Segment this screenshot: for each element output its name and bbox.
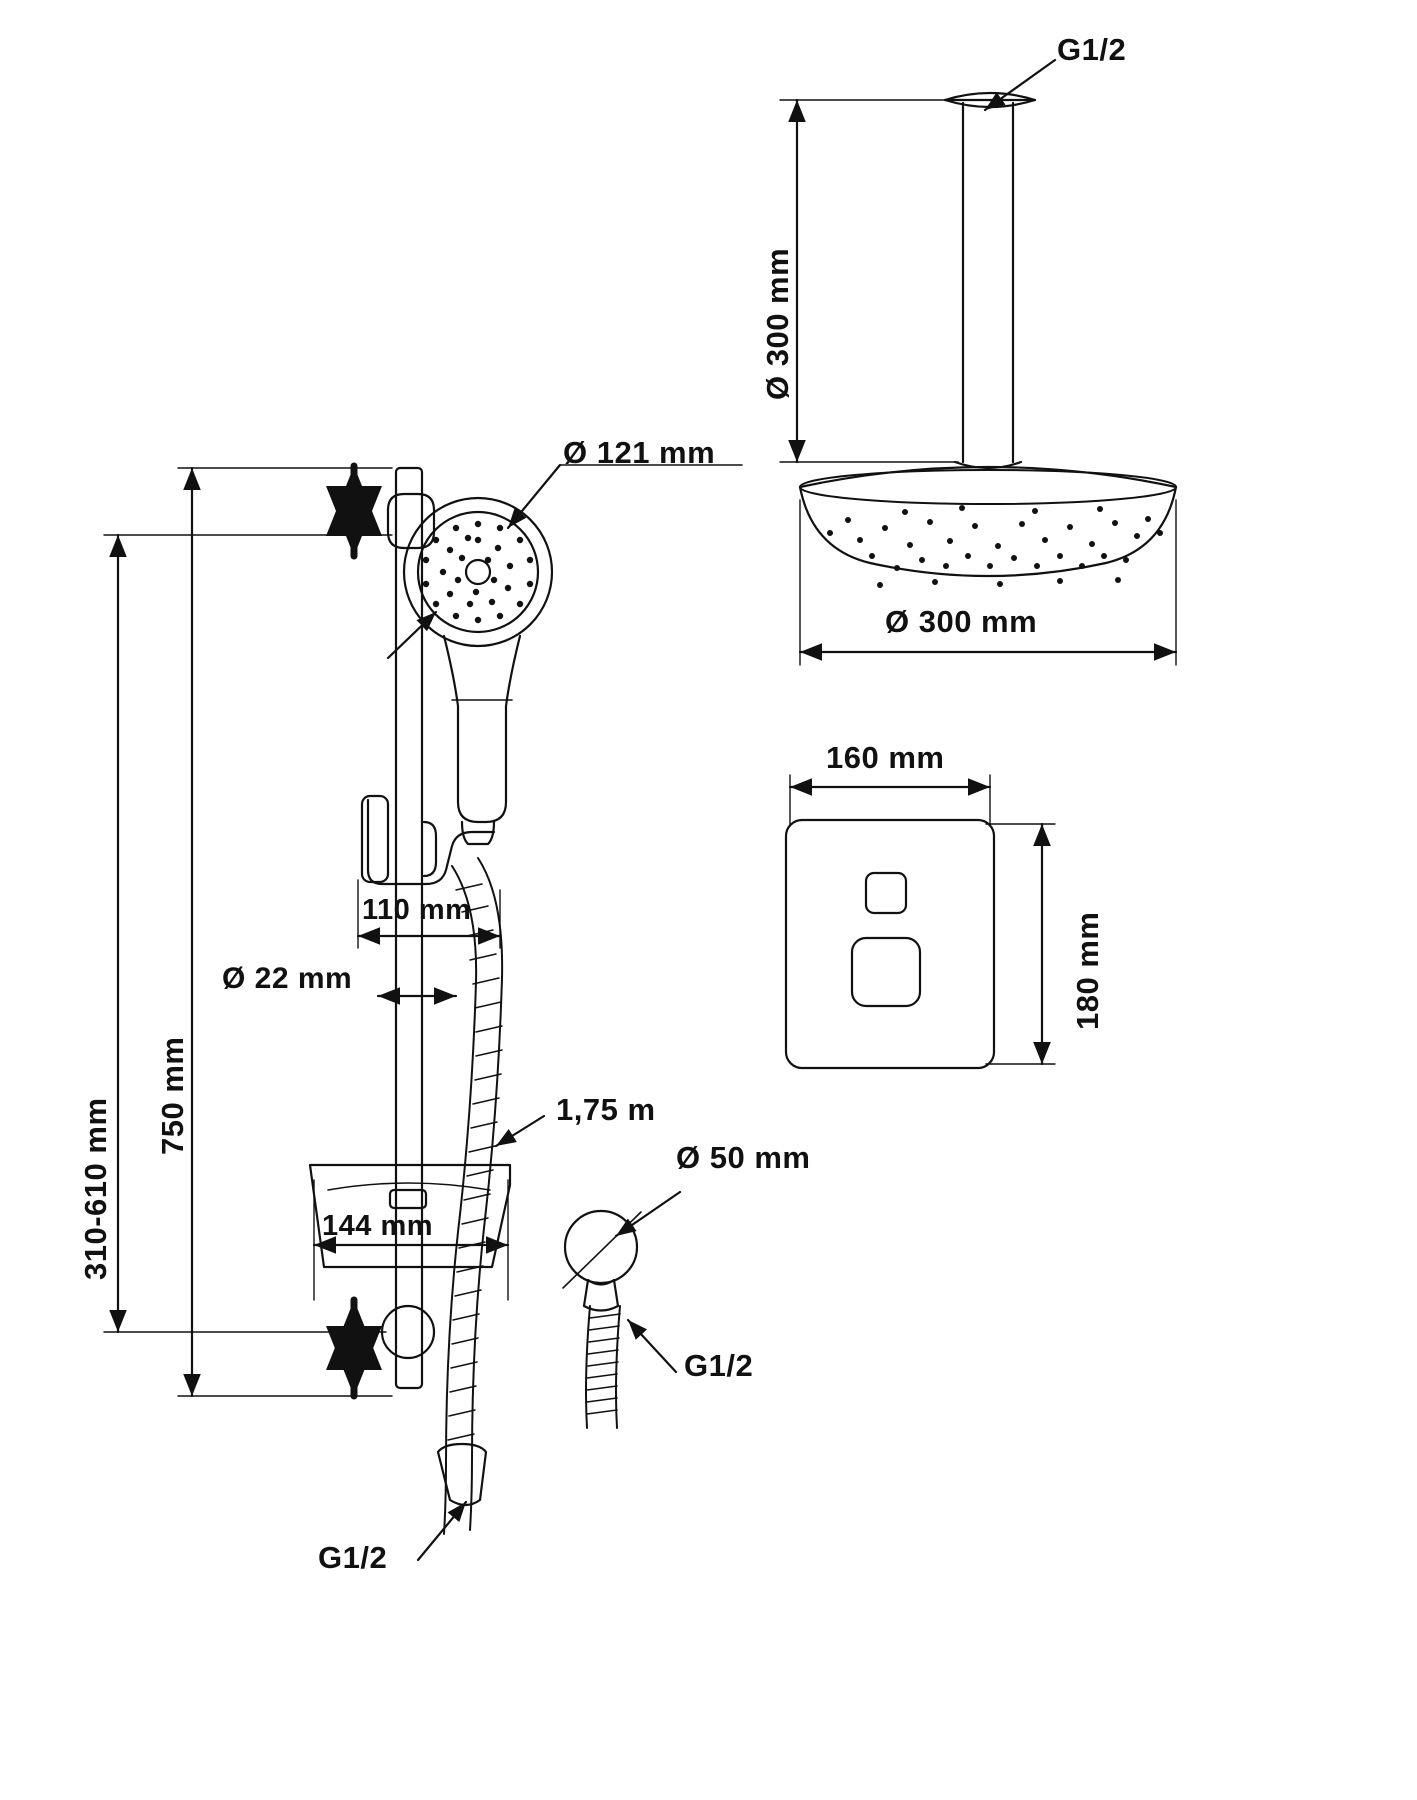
- label-bar-tube-diameter: Ø 22 mm: [222, 962, 353, 995]
- wall-outlet-view: [563, 1192, 680, 1428]
- label-panel-width: 160 mm: [826, 740, 945, 775]
- label-soap-shelf-width: 144 mm: [322, 1210, 434, 1242]
- label-bar-travel-total: 310-610 mm: [78, 1097, 113, 1280]
- label-rain-head-diameter: Ø 300 mm: [885, 604, 1038, 639]
- hand-shower-set-view: [104, 465, 742, 1560]
- mixer-panel-view: [786, 775, 1055, 1068]
- label-ceiling-inlet-thread: G1/2: [1057, 32, 1127, 67]
- ceiling-rain-head-view: [780, 60, 1176, 665]
- label-wall-outlet-diameter: Ø 50 mm: [676, 1140, 811, 1175]
- label-hose-length: 1,75 m: [556, 1092, 656, 1127]
- label-panel-height: 180 mm: [1070, 911, 1105, 1030]
- label-hose-thread-bottom: G1/2: [318, 1540, 388, 1575]
- label-bracket-projection: 110 mm: [362, 894, 472, 926]
- label-wall-outlet-thread: G1/2: [684, 1348, 754, 1383]
- label-hand-shower-diameter: Ø 121 mm: [563, 435, 716, 470]
- label-ceiling-arm-drop: Ø 300 mm: [760, 247, 795, 400]
- label-bar-length: 750 mm: [155, 1036, 190, 1155]
